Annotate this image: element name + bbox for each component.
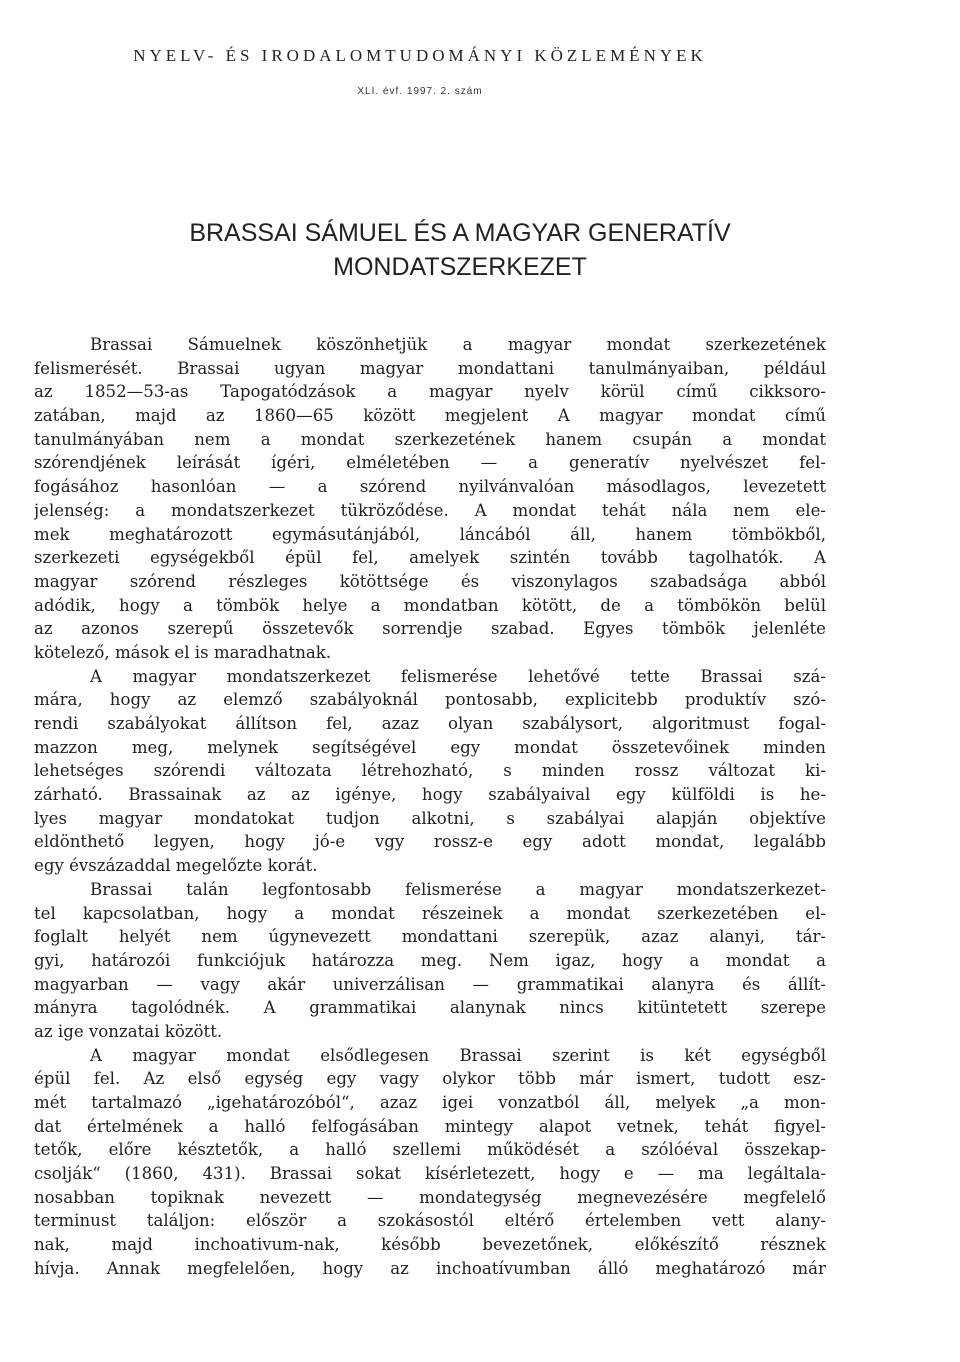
body-line: felismerését. Brassai ugyan magyar mondattani tanulmányaiban, például: [34, 358, 826, 378]
article-title: [60, 216, 860, 284]
body-line: rendi szabályokat állítson fel, azaz olyan szabálysort, algoritmust fogal-: [34, 714, 826, 733]
body-line: lyes magyar mondatokat tudjon alkotni, s szabályai alapján objektíve: [34, 808, 826, 828]
body-line: az ige vonzatai között.: [34, 1021, 223, 1041]
article-title-line-2: MONDATSZERKEZET: [333, 253, 587, 281]
body-line: mányra tagolódnék. A grammatikai alanynak nincs kitüntetett szerepe: [34, 998, 826, 1018]
article-body: [34, 333, 826, 1281]
issue-info: XLI. évf. 1997. 2. szám: [357, 86, 483, 97]
body-line: lehetséges szórendi változata létrehozható, s minden rossz változat ki-: [34, 761, 826, 781]
body-line: nosabban topiknak nevezett — mondategység megnevezésére megfelelő: [34, 1187, 826, 1207]
body-line: jelenség: a mondatszerkezet tükröződése. A mondat tehát nála nem ele-: [34, 500, 826, 520]
body-line: egy évszázaddal megelőzte korát.: [34, 856, 318, 876]
body-line: mára, hogy az elemző szabályoknál pontosabb, explicitebb produktív szó-: [34, 690, 826, 710]
body-line: gyi, határozói funkciójuk határozza meg. Nem igaz, hogy a mondat a: [34, 950, 826, 970]
journal-title: NYELV- ÉS IRODALOMTUDOMÁNYI KÖZLEMÉNYEK: [133, 46, 707, 65]
body-line: csolják“ (1860, 431). Brassai sokat kísérletezett, hogy e — ma legáltala-: [34, 1164, 826, 1184]
body-line: Brassai talán legfontosabb felismerése a magyar mondatszerkezet-: [90, 879, 826, 899]
body-line: mek meghatározott egymásutánjából, láncából áll, hanem tömbökből,: [34, 524, 826, 544]
body-line: A magyar mondat elsődlegesen Brassai szerint is két egységből: [90, 1045, 826, 1065]
body-line: tetők, előre késztetők, a halló szellemi működését a szólóéval összekap-: [34, 1140, 826, 1160]
body-line: szerkezeti egységekből épül fel, amelyek szintén tovább tagolhatók. A: [34, 548, 826, 568]
body-line: kötelező, mások el is maradhatnak.: [34, 642, 332, 662]
body-line: tel kapcsolatban, hogy a mondat részeinek a mondat szerkezetében el-: [34, 903, 826, 923]
body-line: épül fel. Az első egység egy vagy olykor több már ismert, tudott esz-: [34, 1069, 826, 1089]
body-line: terminust találjon: először a szokásostól eltérő értelemben vett alany-: [34, 1211, 826, 1231]
body-line: mazzon meg, melynek segítségével egy mondat összetevőinek minden: [34, 737, 826, 757]
body-line: mét tartalmazó „igehatározóból“, azaz igei vonzatból áll, melyek „a mon-: [34, 1093, 826, 1112]
body-line: zatában, majd az 1860—65 között megjelent A magyar mondat című: [34, 406, 826, 426]
body-line: dat értelmének a halló felfogásában mintegy alapot vetnek, tehát figyel-: [34, 1116, 826, 1136]
body-line: magyar szórend részleges kötöttsége és viszonylagos szabadsága abból: [34, 571, 826, 591]
body-line: Brassai Sámuelnek köszönhetjük a magyar mondat szerkezetének: [90, 335, 826, 354]
body-line: zárható. Brassainak az az igénye, hogy szabályaival egy külföldi is he-: [34, 785, 826, 805]
body-line: A magyar mondatszerkezet felismerése lehetővé tette Brassai szá-: [90, 666, 826, 686]
body-line: fogásához hasonlóan — a szórend nyilvánvalóan másodlagos, levezetett: [34, 477, 826, 497]
body-line: az 1852—53-as Tapogatódzások a magyar nyelv körül című cikksoro-: [34, 382, 826, 402]
article-title-line-1: BRASSAI SÁMUEL ÉS A MAGYAR GENERATÍV: [189, 219, 731, 247]
body-line: szórendjének leírását ígéri, elméletében — a generatív nyelvészet fel-: [34, 453, 826, 473]
body-line: nak, majd inchoativum-nak, később bevezetőnek, előkészítő résznek: [34, 1235, 826, 1255]
body-line: az azonos szerepű összetevők sorrendje szabad. Egyes tömbök jelenléte: [34, 619, 826, 639]
body-line: eldönthető legyen, hogy jó-e vgy rossz-e egy adott mondat, legalább: [34, 832, 826, 852]
body-line: magyarban — vagy akár univerzálisan — grammatikai alanyra és állít-: [34, 974, 826, 994]
body-line: foglalt helyét nem úgynevezett mondattani szerepük, azaz alanyi, tár-: [34, 927, 826, 947]
body-line: hívja. Annak megfelelően, hogy az inchoatívumban álló meghatározó már: [34, 1258, 826, 1278]
body-line: tanulmányában nem a mondat szerkezetének hanem csupán a mondat: [34, 429, 826, 449]
body-line: adódik, hogy a tömbök helye a mondatban kötött, de a tömbökön belül: [34, 595, 826, 615]
